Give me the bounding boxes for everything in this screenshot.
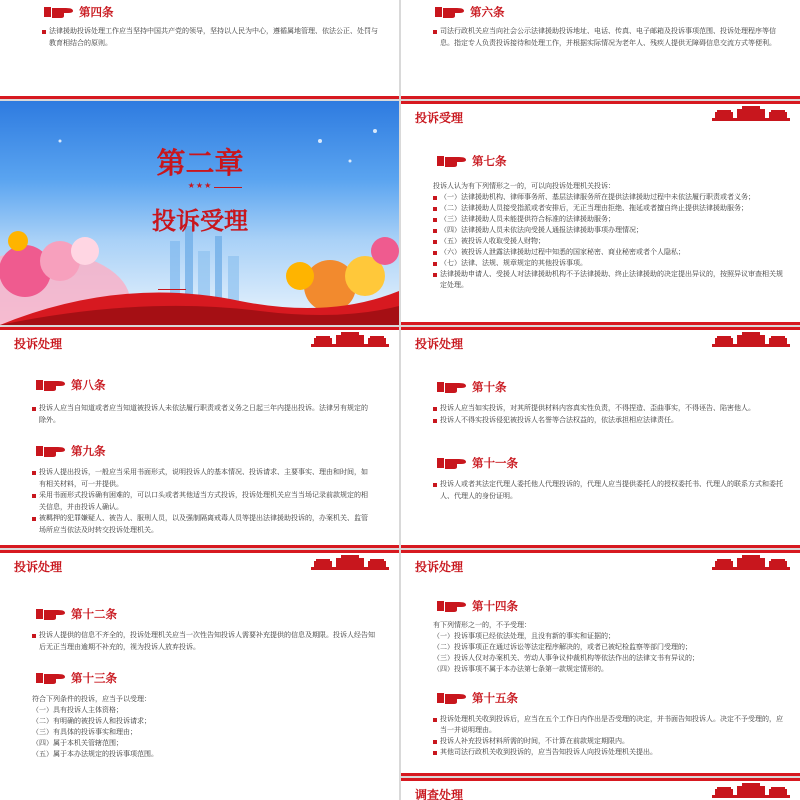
article-body xyxy=(42,26,382,49)
article-body xyxy=(433,620,788,675)
intro-text: 有下列情形之一的，不予受理： xyxy=(433,621,531,629)
slide-articles-12-13 xyxy=(0,550,399,800)
bullet-paragraph: 采用书面形式投诉确有困难的，可以口头或者其他适当方式投诉，投诉处理机关应当当场记录前款规定的相关信息，并由投诉人确认。 xyxy=(32,490,372,513)
pointing-hand-icon xyxy=(44,5,74,19)
building-silhouette-icon xyxy=(712,782,790,798)
list-item: （二）有明确的被投诉人和投诉请求； xyxy=(32,717,151,725)
list-item: （五）被投诉人收取受援人财物； xyxy=(433,236,789,247)
list-item: （一）具有投诉人主体资格； xyxy=(32,706,123,714)
article-heading xyxy=(437,690,518,706)
pointing-hand-icon xyxy=(36,671,66,685)
building-silhouette-icon xyxy=(712,105,790,121)
slide-articles-14-15 xyxy=(401,550,800,776)
pointing-hand-icon xyxy=(36,444,66,458)
section-header: 调查处理 xyxy=(415,788,464,800)
article-heading xyxy=(36,377,106,393)
article-heading xyxy=(435,4,505,20)
section-header: 投诉处理 xyxy=(415,560,464,574)
pointing-hand-icon xyxy=(437,154,467,168)
article-title: 第六条 xyxy=(470,5,505,19)
bullet-paragraph: 投诉人补充投诉材料所需的时间，不计算在前款规定期限内。 xyxy=(433,736,788,747)
list-item: （三）投诉人仅对办案机关、劳动人事争议仲裁机构等依法作出的法律文书有异议的； xyxy=(433,654,699,662)
article-heading xyxy=(36,670,117,686)
red-bottom-bar xyxy=(401,96,800,99)
section-header: 投诉处理 xyxy=(14,560,63,574)
intro-text: 符合下列条件的投诉，应当予以受理： xyxy=(32,695,151,703)
star-decoration: ★★★ xyxy=(187,181,213,190)
red-bottom-bar xyxy=(401,322,800,325)
list-item: （三）有具体的投诉事实和理由； xyxy=(32,728,137,736)
article-heading xyxy=(437,455,518,471)
red-bottom-bar xyxy=(0,545,399,548)
list-item: （六）被投诉人泄露法律援助过程中知悉的国家秘密、商业秘密或者个人隐私； xyxy=(433,247,789,258)
red-top-bar xyxy=(401,550,800,553)
pointing-hand-icon xyxy=(435,5,465,19)
list-item: （一）法律援助机构、律师事务所、基层法律服务所在提供法律援助过程中未依法履行职责或者义务； xyxy=(433,192,789,203)
building-silhouette-icon xyxy=(311,554,389,570)
bullet-paragraph: 投诉人应当如实投诉，对其所提供材料内容真实性负责，不得捏造、歪曲事实，不得诬告、陷害他人。 xyxy=(433,403,783,415)
list-item: （二）法律援助人员接受指派或者安排后，无正当理由拒绝、拖延或者擅自终止提供法律援助服务； xyxy=(433,203,789,214)
bullet-paragraph: 其他司法行政机关收到投诉的，应当告知投诉人向投诉处理机关提出。 xyxy=(433,747,788,758)
chapter-number: 第二章 xyxy=(156,146,244,180)
article-title: 第九条 xyxy=(71,444,106,458)
red-top-bar xyxy=(401,101,800,104)
slide-chapter-cover xyxy=(0,101,399,325)
article-body xyxy=(433,479,783,502)
article-title: 第十四条 xyxy=(472,599,518,613)
slide-article-6 xyxy=(401,0,800,99)
article-body xyxy=(32,630,377,653)
bullet-paragraph: 投诉人提出投诉，一般应当采用书面形式，说明投诉人的基本情况、投诉请求、主要事实、理由和时间，如有相关材料，可一并提供。 xyxy=(32,467,372,490)
article-body xyxy=(433,403,783,426)
bullet-paragraph: 法律援助投诉处理工作应当坚持中国共产党的领导，坚持以人民为中心，遵循属地管理、依法公正、处罚与教育相结合的原则。 xyxy=(42,26,382,49)
slide-articles-8-9 xyxy=(0,327,399,548)
article-heading xyxy=(44,4,114,20)
pointing-hand-icon xyxy=(36,378,66,392)
list-item: （四）投诉事项不属于本办法第七条第一款规定情形的。 xyxy=(433,665,608,673)
article-title: 第十条 xyxy=(472,380,507,394)
article-title: 第十五条 xyxy=(472,691,518,705)
list-item: （四）法律援助人员未依法向受援人通报法律援助事项办理情况； xyxy=(433,225,789,236)
slide-investigation xyxy=(401,778,800,800)
bullet-paragraph: 投诉处理机关收到投诉后，应当在五个工作日内作出是否受理的决定，并书面告知投诉人。决定不予受理的，应当一并说明理由。 xyxy=(433,714,788,736)
building-silhouette-icon xyxy=(311,331,389,347)
red-top-bar xyxy=(0,327,399,330)
list-item: （五）属于本办法规定的投诉事项范围。 xyxy=(32,750,158,758)
article-title: 第七条 xyxy=(472,154,507,168)
article-body xyxy=(32,467,372,536)
list-item: （七）法律、法规、规章规定的其他投诉事项。 xyxy=(433,258,789,269)
list-item: （三）法律援助人员未能提供符合标准的法律援助服务； xyxy=(433,214,789,225)
slide-article-7 xyxy=(401,101,800,325)
list-item: （二）投诉事项正在通过诉讼等法定程序解决的，或者已被纪检监察等部门受理的； xyxy=(433,643,692,651)
red-top-bar xyxy=(401,327,800,330)
list-item: （一）投诉事项已经依法处理，且没有新的事实和证据的； xyxy=(433,632,615,640)
pointing-hand-icon xyxy=(437,599,467,613)
bullet-paragraph: 司法行政机关应当向社会公示法律援助投诉地址、电话、传真、电子邮箱及投诉事项范围、投诉处理程序等信息。指定专人负责投诉接待和处理工作，并根据实际情况为老年人、残疾人提供无障碍信息交流方式等便利。 xyxy=(433,26,785,49)
article-heading xyxy=(36,443,106,459)
section-header: 投诉处理 xyxy=(14,337,63,351)
bullet-paragraph: 投诉人不得实投诉侵犯被投诉人名誉等合法权益的，依法承担相应法律责任。 xyxy=(433,415,783,427)
red-bottom-bar xyxy=(0,96,399,99)
bullet-paragraph: 投诉人或者其法定代理人委托他人代理投诉的，代理人应当提供委托人的授权委托书、代理人的联系方式和委托人、代理人的身份证明。 xyxy=(433,479,783,502)
pointing-hand-icon xyxy=(437,380,467,394)
article-title: 第十一条 xyxy=(472,456,518,470)
article-heading xyxy=(437,379,507,395)
bullet-paragraph: 投诉人提供的信息不齐全的，投诉处理机关应当一次性告知投诉人需要补充提供的信息及期限。投诉人经告知后无正当理由逾期不补充的，视为投诉人放弃投诉。 xyxy=(32,630,377,653)
slide-articles-10-11 xyxy=(401,327,800,548)
list-item: 法律援助申请人、受援人对法律援助机构不予法律援助、终止法律援助的决定提出异议的，按照异议审查相关规定处理。 xyxy=(433,269,789,291)
article-body xyxy=(32,694,377,760)
pointing-hand-icon xyxy=(437,691,467,705)
article-heading xyxy=(36,606,117,622)
chapter-title: 投诉受理 xyxy=(152,207,248,235)
article-title: 第十三条 xyxy=(71,671,117,685)
red-top-bar xyxy=(401,778,800,781)
divider-right xyxy=(214,187,242,188)
building-silhouette-icon xyxy=(712,554,790,570)
red-bottom-bar xyxy=(401,545,800,548)
section-header: 投诉处理 xyxy=(415,337,464,351)
article-title: 第十二条 xyxy=(71,607,117,621)
article-heading xyxy=(437,153,507,169)
article-body xyxy=(32,403,372,426)
article-body xyxy=(433,714,788,758)
red-bottom-bar xyxy=(401,773,800,776)
pointing-hand-icon xyxy=(36,607,66,621)
intro-text: 投诉人认为有下列情形之一的，可以向投诉处理机关投诉： xyxy=(433,182,615,190)
section-header: 投诉受理 xyxy=(415,111,464,125)
slide-article-4 xyxy=(0,0,399,99)
article-heading xyxy=(437,598,518,614)
building-silhouette-icon xyxy=(712,331,790,347)
bullet-paragraph: 投诉人应当自知道或者应当知道被投诉人未依法履行职责或者义务之日起三年内提出投诉。法律另有规定的除外。 xyxy=(32,403,372,426)
bullet-paragraph: 被羁押的犯罪嫌疑人、被告人、服刑人员，以及强制隔离戒毒人员等提出法律援助投诉的，办案机关、监管场所应当依法及时转交投诉处理机关。 xyxy=(32,513,372,536)
list-item: （四）属于本机关管辖范围； xyxy=(32,739,123,747)
article-title: 第四条 xyxy=(79,5,114,19)
article-body xyxy=(433,181,789,291)
pointing-hand-icon xyxy=(437,456,467,470)
article-body xyxy=(433,26,785,49)
divider-left xyxy=(158,289,186,290)
red-top-bar xyxy=(0,550,399,553)
article-title: 第八条 xyxy=(71,378,106,392)
